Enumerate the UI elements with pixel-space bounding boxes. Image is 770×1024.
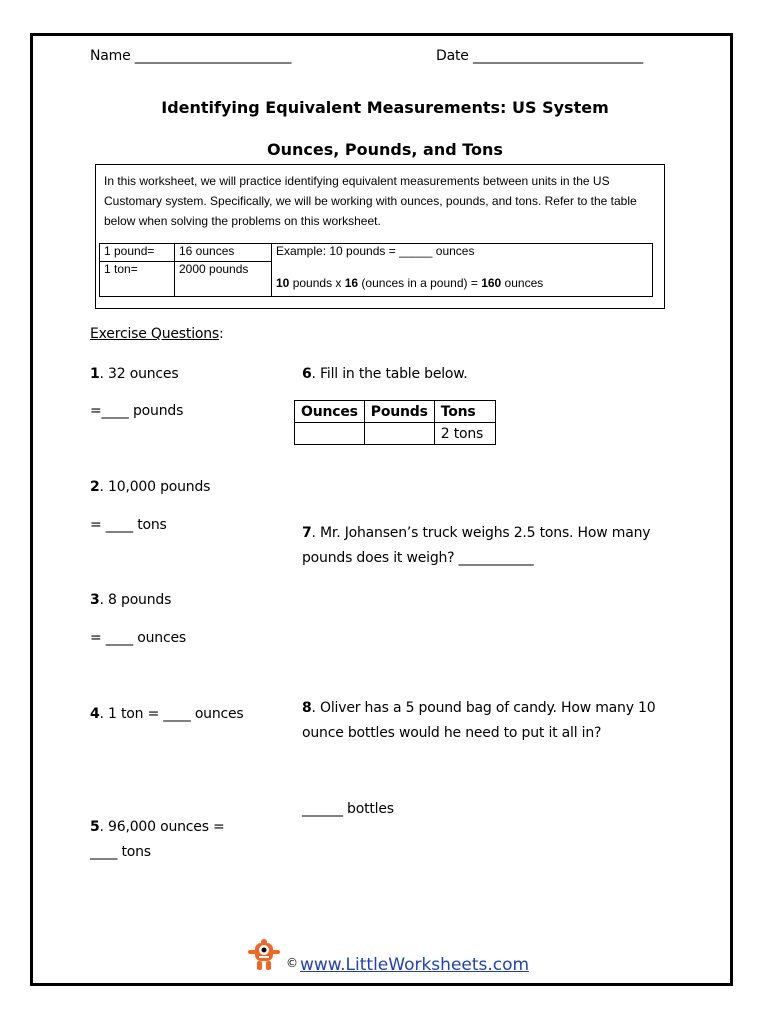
question-text: . Oliver has a 5 pound bag of candy. How many 10 <box>311 700 656 716</box>
answer-1[interactable]: =____ pounds <box>90 403 184 419</box>
question-4[interactable] <box>90 706 244 722</box>
conversion-cell: 16 ounces <box>175 244 272 262</box>
monster-mascot-icon <box>246 938 282 972</box>
name-blank: _______________________ <box>134 48 292 64</box>
example-line-1: Example: 10 pounds = _____ ounces <box>276 244 475 258</box>
table-cell-tons: 2 tons <box>434 423 495 445</box>
conversion-cell: 2000 pounds <box>175 262 272 297</box>
question-number: 7 <box>302 525 312 541</box>
answer-2[interactable]: = ____ tons <box>90 517 167 533</box>
date-label: Date <box>436 48 469 64</box>
example-value: 16 <box>344 276 359 290</box>
question-1 <box>90 366 178 382</box>
intro-box <box>95 164 665 309</box>
conversion-cell: 1 pound= <box>100 244 175 262</box>
table-cell-ounces[interactable] <box>295 423 365 445</box>
question-3 <box>90 592 171 608</box>
question-text: . 32 ounces <box>99 366 179 382</box>
question-text: . Fill in the table below. <box>311 366 468 382</box>
conversion-cell: 1 ton= <box>100 262 175 297</box>
example-text: ounces <box>501 276 544 290</box>
exercise-heading-colon: : <box>219 326 224 342</box>
question-text: . Mr. Johansen’s truck weighs 2.5 tons. How many <box>311 525 651 541</box>
question-8 <box>302 700 655 716</box>
question-number: 5 <box>90 819 100 835</box>
question-7-line-2[interactable]: pounds does it weigh? ___________ <box>302 550 534 566</box>
example-text: pounds x <box>289 276 345 290</box>
date-field[interactable] <box>436 48 643 64</box>
page-subtitle: Ounces, Pounds, and Tons <box>267 140 503 159</box>
example-value: 10 <box>276 276 290 290</box>
answer-8[interactable]: ______ bottles <box>302 801 394 817</box>
exercise-heading <box>90 326 224 342</box>
example-line-2 <box>276 276 648 290</box>
name-label: Name <box>90 48 131 64</box>
question-text: . 1 ton = ____ ounces <box>99 706 244 722</box>
question-number: 8 <box>302 700 312 716</box>
question-text: . 10,000 pounds <box>99 479 211 495</box>
question-number: 6 <box>302 366 312 382</box>
question-5 <box>90 819 225 835</box>
question-8-line-2: ounce bottles would he need to put it all in? <box>302 725 602 741</box>
question-number: 1 <box>90 366 100 382</box>
table-header-pounds: Pounds <box>364 401 434 423</box>
question-7 <box>302 525 650 541</box>
example-value: 160 <box>481 276 502 290</box>
question-6 <box>302 366 468 382</box>
question-number: 3 <box>90 592 100 608</box>
name-field[interactable] <box>90 48 291 64</box>
date-blank: _________________________ <box>472 48 643 64</box>
fill-in-table <box>294 400 496 445</box>
table-header-tons: Tons <box>434 401 495 423</box>
conversion-table <box>99 243 653 297</box>
question-number: 4 <box>90 706 100 722</box>
answer-3[interactable]: = ____ ounces <box>90 630 186 646</box>
table-header-ounces: Ounces <box>295 401 365 423</box>
question-text: . 96,000 ounces = <box>99 819 225 835</box>
answer-5[interactable]: ____ tons <box>90 844 151 860</box>
page-title: Identifying Equivalent Measurements: US System <box>161 98 609 117</box>
intro-text: In this worksheet, we will practice identifying equivalent measurements between units in the US Customary system. Specifically, we will be working with ounces, pounds, and tons. Refer to the table below when solving the problems on this worksheet. <box>104 174 637 228</box>
table-cell-pounds[interactable] <box>364 423 434 445</box>
copyright-symbol: © <box>286 956 298 970</box>
question-number: 2 <box>90 479 100 495</box>
question-2 <box>90 479 210 495</box>
exercise-heading-text: Exercise Questions <box>90 326 220 342</box>
example-text: (ounces in a pound) = <box>358 276 482 290</box>
example-cell <box>272 244 653 297</box>
question-text: . 8 pounds <box>99 592 172 608</box>
website-link[interactable]: www.LittleWorksheets.com <box>300 955 530 975</box>
